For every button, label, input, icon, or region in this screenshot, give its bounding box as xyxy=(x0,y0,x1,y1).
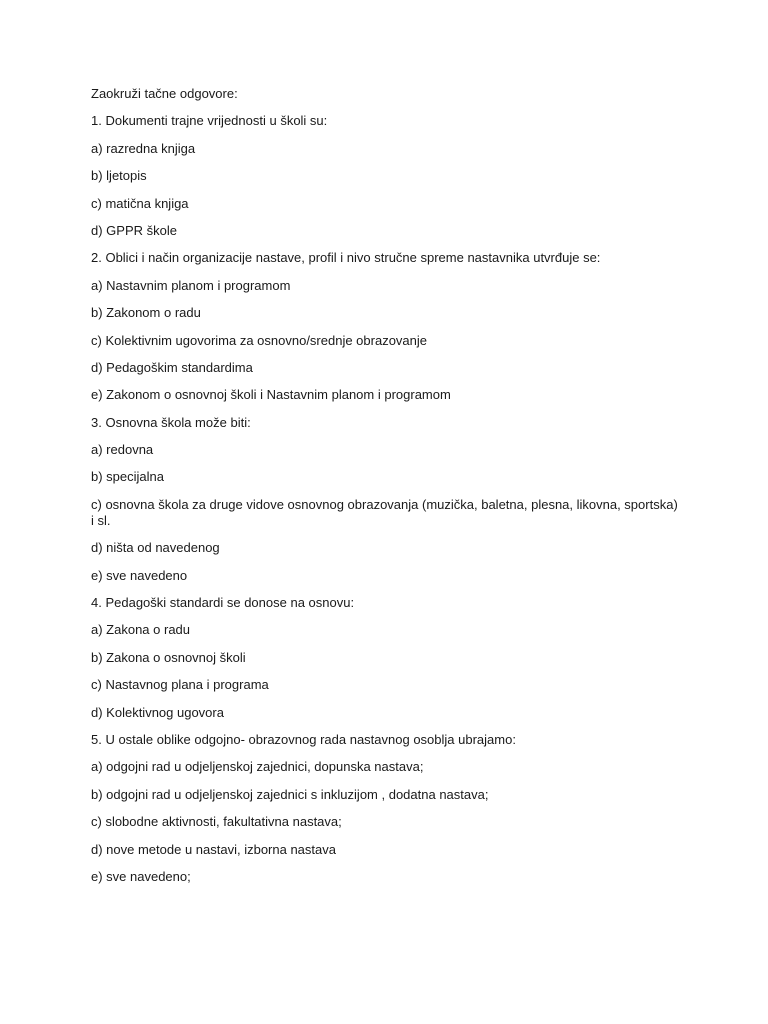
question-1: 1. Dokumenti trajne vrijednosti u školi su: xyxy=(91,113,328,129)
document-page xyxy=(91,86,691,896)
question-4-option-c: c) Nastavnog plana i programa xyxy=(91,677,269,693)
question-3-option-e: e) sve navedeno xyxy=(91,567,188,583)
question-3-option-c: c) osnovna škola za druge vidove osnovnog obrazovanja (muzička, baletna, plesna, likovna, sportska) i sl. xyxy=(91,496,678,528)
question-1-option-c: c) matična knjiga xyxy=(91,195,189,211)
question-4-option-d: d) Kolektivnog ugovora xyxy=(91,704,224,720)
question-4-option-b: b) Zakona o osnovnoj školi xyxy=(91,649,246,665)
instruction-text: Zaokruži tačne odgovore: xyxy=(91,86,238,101)
question-3-option-a: a) redovna xyxy=(91,442,154,458)
question-5-option-b: b) odgojni rad u odjeljenskoj zajednici s inkluzijom , dodatna nastava; xyxy=(91,786,489,802)
question-5: 5. U ostale oblike odgojno- obrazovnog rada nastavnog osoblja ubrajamo: xyxy=(91,731,516,747)
question-5-option-c: c) slobodne aktivnosti, fakultativna nastava; xyxy=(91,814,342,830)
question-2-option-b: b) Zakonom o radu xyxy=(91,305,201,321)
question-3-option-d: d) ništa od navedenog xyxy=(91,540,220,556)
question-2-option-a: a) Nastavnim planom i programom xyxy=(91,277,291,293)
question-3: 3. Osnovna škola može biti: xyxy=(91,414,251,430)
question-1-option-a: a) razredna knjiga xyxy=(91,140,196,156)
question-4: 4. Pedagoški standardi se donose na osnovu: xyxy=(91,595,355,611)
question-1-option-d: d) GPPR škole xyxy=(91,222,177,238)
question-5-option-d: d) nove metode u nastavi, izborna nastava xyxy=(91,841,336,857)
question-4-option-a: a) Zakona o radu xyxy=(91,622,191,638)
question-2: 2. Oblici i način organizacije nastave, profil i nivo stručne spreme nastavnika utvrđuje se: xyxy=(91,250,601,266)
question-2-option-c: c) Kolektivnim ugovorima za osnovno/srednje obrazovanje xyxy=(91,332,428,348)
question-5-option-a: a) odgojni rad u odjeljenskoj zajednici, dopunska nastava; xyxy=(91,759,424,775)
question-1-option-b: b) ljetopis xyxy=(91,168,147,184)
question-3-option-b: b) specijalna xyxy=(91,469,164,485)
question-2-option-e: e) Zakonom o osnovnoj školi i Nastavnim planom i programom xyxy=(91,387,451,403)
question-5-option-e: e) sve navedeno; xyxy=(91,868,191,884)
question-2-option-d: d) Pedagoškim standardima xyxy=(91,359,253,375)
